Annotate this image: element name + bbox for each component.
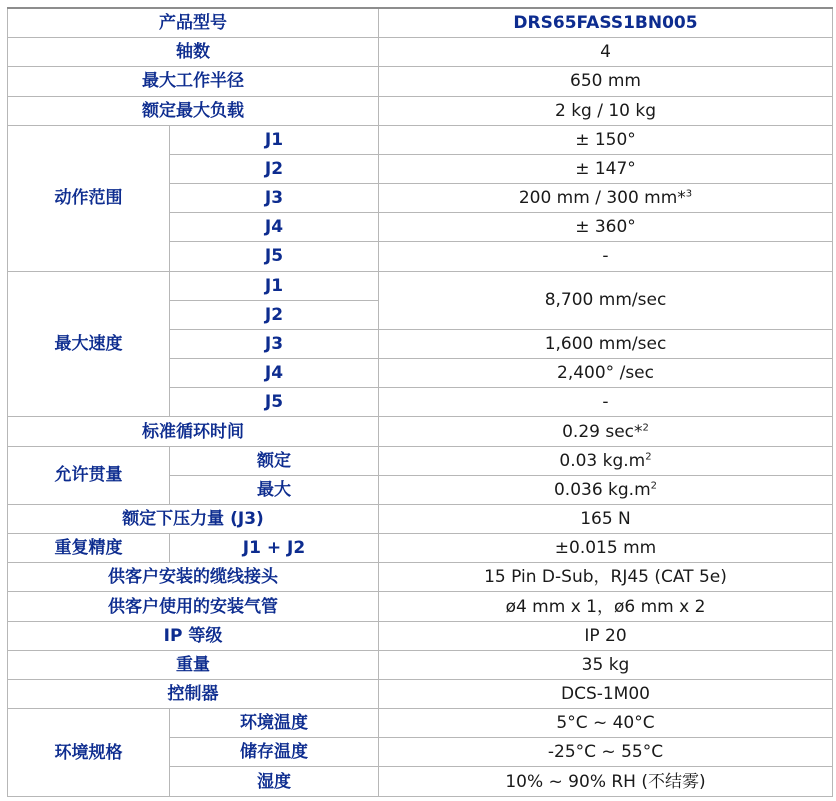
motion-joint: J3 [170,184,379,213]
row-axes [8,38,833,67]
payload-label: 额定最大负载 [8,96,379,125]
speed-joint: J4 [170,359,379,388]
spec-table [7,7,833,797]
motion-value: ± 360° [379,213,833,242]
cycle-time-label: 标准循环时间 [8,417,379,446]
environment-label: 环境规格 [8,709,170,797]
motion-value: ± 150° [379,125,833,154]
cycle-time-value: 0.29 sec*$^2$ [379,417,833,446]
row-down-force [8,504,833,533]
repeatability-value: ±0.015 mm [379,534,833,563]
row-cycle-time [8,417,833,446]
footnote-mark: 3 [685,188,693,200]
speed-value: 2,400° /sec [379,359,833,388]
speed-joint: J3 [170,329,379,358]
inertia-max-label: 最大 [170,475,379,504]
row-motion-j1 [8,125,833,154]
down-force-label: 额定下压力量 (J3) [8,504,379,533]
row-controller [8,679,833,708]
row-air [8,592,833,621]
motion-range-label: 动作范围 [8,125,170,271]
row-repeatability [8,534,833,563]
env-temp-label: 环境温度 [170,709,379,738]
motion-value: - [379,242,833,271]
superscript: 2 [645,451,652,463]
model-label: 产品型号 [8,8,379,38]
axes-value: 4 [379,38,833,67]
motion-value: 200 mm / 300 mm*$^3$ [379,184,833,213]
superscript: 2 [650,480,658,492]
motion-joint: J1 [170,125,379,154]
motion-value: ± 147° [379,154,833,183]
env-storage-label: 储存温度 [170,738,379,767]
speed-value: 1,600 mm/sec [379,329,833,358]
repeatability-label: 重复精度 [8,534,170,563]
motion-joint: J4 [170,213,379,242]
footnote-mark: 2 [642,421,649,433]
speed-value: - [379,388,833,417]
speed-joint: J5 [170,388,379,417]
reach-label: 最大工作半径 [8,67,379,96]
env-storage-value: -25°C ~ 55°C [379,738,833,767]
speed-joint: J2 [170,300,379,329]
row-ip [8,621,833,650]
motion-joint: J5 [170,242,379,271]
inertia-max-value: 0.036 $kg.m^2$ [379,475,833,504]
inertia-label: 允许贯量 [8,446,170,504]
ip-label: IP 等级 [8,621,379,650]
controller-label: 控制器 [8,679,379,708]
inertia-rated-label: 额定 [170,446,379,475]
row-reach [8,67,833,96]
inertia-rated-value: 0.03 $kg.m^2$ [379,446,833,475]
max-speed-label: 最大速度 [8,271,170,417]
payload-value: 2 kg / 10 kg [379,96,833,125]
row-model [8,8,833,38]
reach-value: 650 mm [379,67,833,96]
row-inertia-rated [8,446,833,475]
model-value: DRS65FASS1BN005 [379,8,833,38]
air-label: 供客户使用的安装气管 [8,592,379,621]
row-weight [8,650,833,679]
air-value: ø4 mm x 1，ø6 mm x 2 [379,592,833,621]
row-cable [8,563,833,592]
row-speed-j1 [8,271,833,300]
speed-joint: J1 [170,271,379,300]
env-humidity-value: 10% ~ 90% RH (不结雾) [379,767,833,797]
controller-value: DCS-1M00 [379,679,833,708]
repeatability-joints: J1 + J2 [170,534,379,563]
row-payload [8,96,833,125]
env-humidity-label: 湿度 [170,767,379,797]
axes-label: 轴数 [8,38,379,67]
weight-label: 重量 [8,650,379,679]
speed-value: 8,700 mm/sec [379,271,833,329]
env-temp-value: 5°C ~ 40°C [379,709,833,738]
down-force-value: 165 N [379,504,833,533]
motion-joint: J2 [170,154,379,183]
weight-value: 35 kg [379,650,833,679]
cable-label: 供客户安装的缆线接头 [8,563,379,592]
ip-value: IP 20 [379,621,833,650]
row-env-temp [8,709,833,738]
cable-value: 15 Pin D-Sub，RJ45 (CAT 5e) [379,563,833,592]
